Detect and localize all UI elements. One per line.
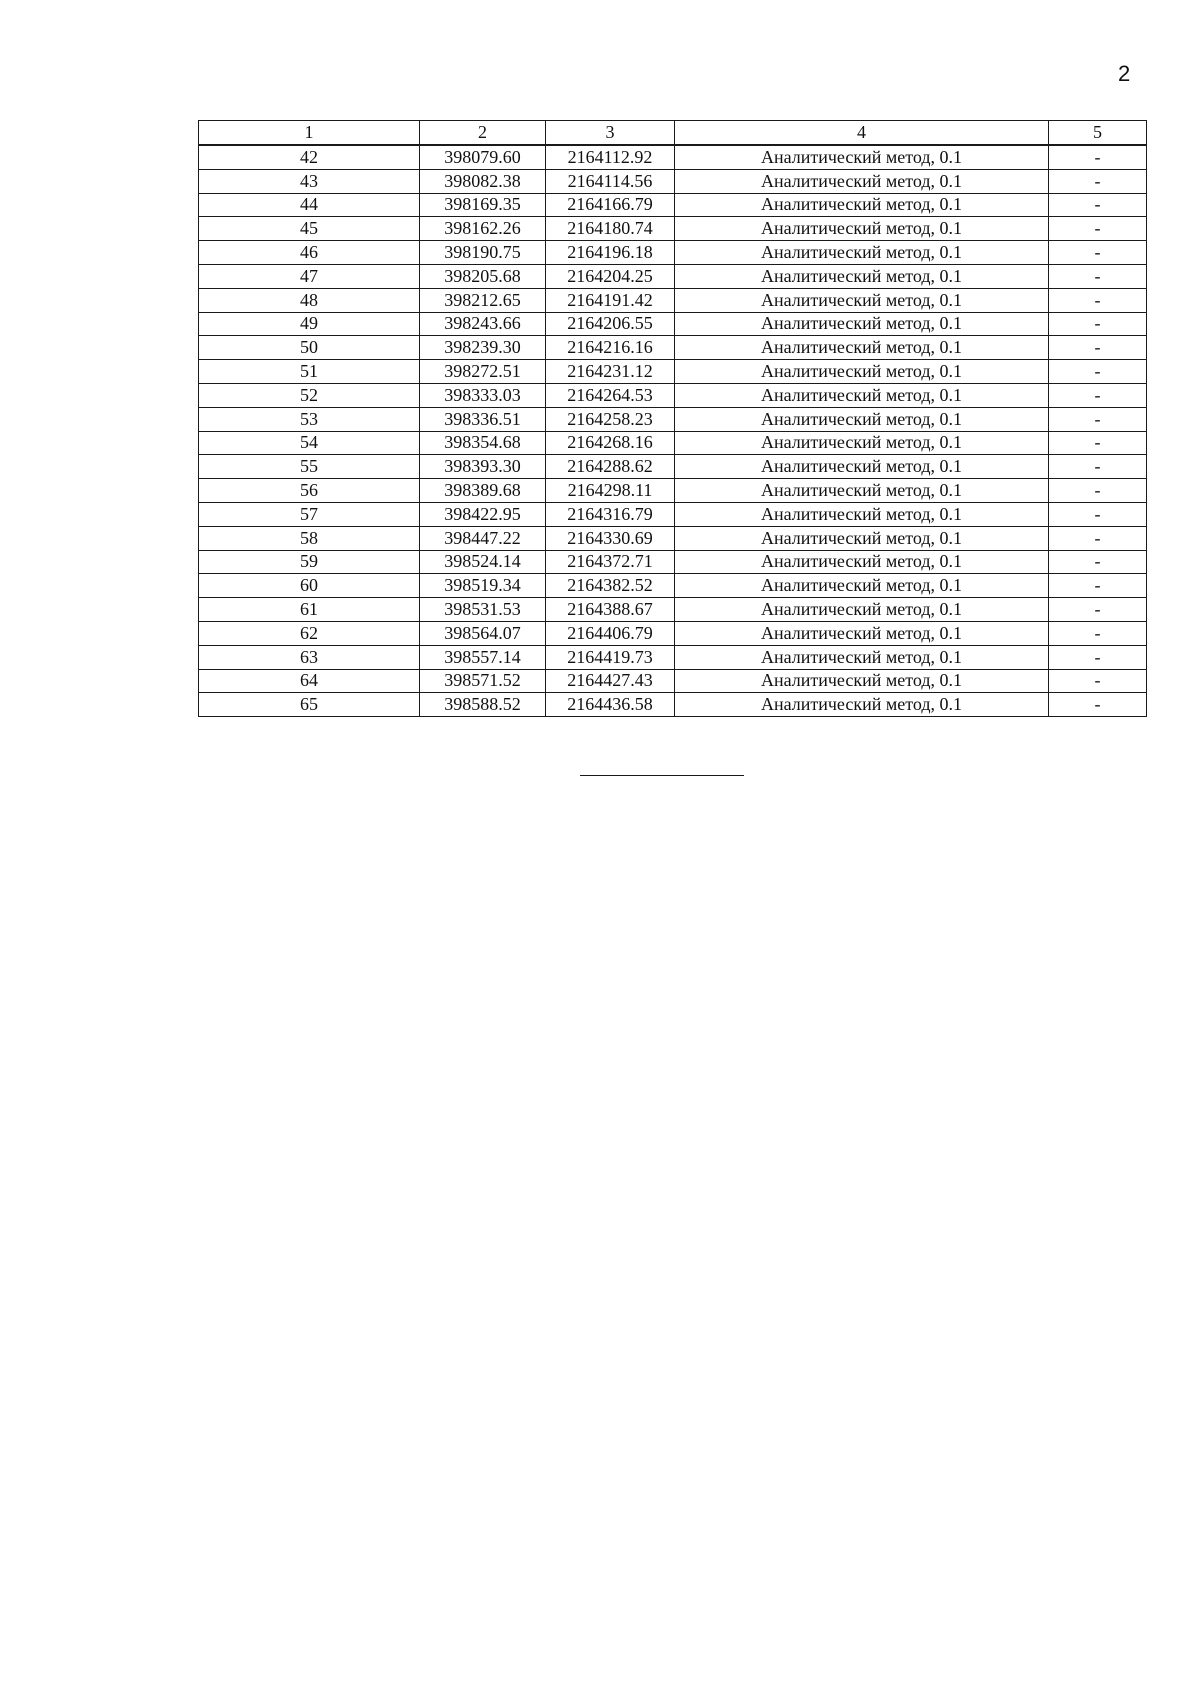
y-coordinate-cell: 2164231.12 <box>546 360 675 384</box>
y-coordinate-cell: 2164406.79 <box>546 621 675 645</box>
note-cell: - <box>1049 407 1147 431</box>
note-cell: - <box>1049 598 1147 622</box>
method-cell: Аналитический метод, 0.1 <box>675 479 1049 503</box>
y-coordinate-cell: 2164204.25 <box>546 264 675 288</box>
point-number-cell: 64 <box>199 669 420 693</box>
method-cell: Аналитический метод, 0.1 <box>675 574 1049 598</box>
method-cell: Аналитический метод, 0.1 <box>675 550 1049 574</box>
x-coordinate-cell: 398336.51 <box>420 407 546 431</box>
method-cell: Аналитический метод, 0.1 <box>675 526 1049 550</box>
point-number-cell: 53 <box>199 407 420 431</box>
y-coordinate-cell: 2164330.69 <box>546 526 675 550</box>
table-row <box>199 407 1147 431</box>
note-cell: - <box>1049 431 1147 455</box>
x-coordinate-cell: 398524.14 <box>420 550 546 574</box>
y-coordinate-cell: 2164166.79 <box>546 193 675 217</box>
table-row <box>199 431 1147 455</box>
x-coordinate-cell: 398272.51 <box>420 360 546 384</box>
x-coordinate-cell: 398239.30 <box>420 336 546 360</box>
note-cell: - <box>1049 645 1147 669</box>
x-coordinate-cell: 398588.52 <box>420 693 546 717</box>
table-row <box>199 693 1147 717</box>
note-cell: - <box>1049 693 1147 717</box>
x-coordinate-cell: 398354.68 <box>420 431 546 455</box>
table-row <box>199 264 1147 288</box>
x-coordinate-cell: 398531.53 <box>420 598 546 622</box>
y-coordinate-cell: 2164180.74 <box>546 217 675 241</box>
table-row <box>199 336 1147 360</box>
column-header-2: 2 <box>420 121 546 146</box>
y-coordinate-cell: 2164112.92 <box>546 145 675 169</box>
method-cell: Аналитический метод, 0.1 <box>675 169 1049 193</box>
point-number-cell: 62 <box>199 621 420 645</box>
column-header-1: 1 <box>199 121 420 146</box>
method-cell: Аналитический метод, 0.1 <box>675 669 1049 693</box>
table-row <box>199 550 1147 574</box>
y-coordinate-cell: 2164298.11 <box>546 479 675 503</box>
column-header-4: 4 <box>675 121 1049 146</box>
table-row <box>199 669 1147 693</box>
note-cell: - <box>1049 169 1147 193</box>
x-coordinate-cell: 398190.75 <box>420 241 546 265</box>
point-number-cell: 57 <box>199 502 420 526</box>
y-coordinate-cell: 2164206.55 <box>546 312 675 336</box>
x-coordinate-cell: 398393.30 <box>420 455 546 479</box>
note-cell: - <box>1049 288 1147 312</box>
table-row <box>199 455 1147 479</box>
note-cell: - <box>1049 455 1147 479</box>
point-number-cell: 50 <box>199 336 420 360</box>
point-number-cell: 44 <box>199 193 420 217</box>
method-cell: Аналитический метод, 0.1 <box>675 360 1049 384</box>
note-cell: - <box>1049 621 1147 645</box>
point-number-cell: 54 <box>199 431 420 455</box>
y-coordinate-cell: 2164288.62 <box>546 455 675 479</box>
note-cell: - <box>1049 217 1147 241</box>
y-coordinate-cell: 2164419.73 <box>546 645 675 669</box>
point-number-cell: 55 <box>199 455 420 479</box>
table-row <box>199 502 1147 526</box>
x-coordinate-cell: 398519.34 <box>420 574 546 598</box>
note-cell: - <box>1049 360 1147 384</box>
x-coordinate-cell: 398557.14 <box>420 645 546 669</box>
x-coordinate-cell: 398169.35 <box>420 193 546 217</box>
column-header-5: 5 <box>1049 121 1147 146</box>
x-coordinate-cell: 398389.68 <box>420 479 546 503</box>
table-header <box>199 121 1147 146</box>
x-coordinate-cell: 398079.60 <box>420 145 546 169</box>
table-row <box>199 193 1147 217</box>
table-row <box>199 217 1147 241</box>
method-cell: Аналитический метод, 0.1 <box>675 217 1049 241</box>
y-coordinate-cell: 2164216.16 <box>546 336 675 360</box>
table-row <box>199 598 1147 622</box>
y-coordinate-cell: 2164316.79 <box>546 502 675 526</box>
method-cell: Аналитический метод, 0.1 <box>675 264 1049 288</box>
y-coordinate-cell: 2164114.56 <box>546 169 675 193</box>
point-number-cell: 43 <box>199 169 420 193</box>
note-cell: - <box>1049 145 1147 169</box>
y-coordinate-cell: 2164388.67 <box>546 598 675 622</box>
point-number-cell: 47 <box>199 264 420 288</box>
header-row <box>199 121 1147 146</box>
x-coordinate-cell: 398212.65 <box>420 288 546 312</box>
method-cell: Аналитический метод, 0.1 <box>675 407 1049 431</box>
y-coordinate-cell: 2164268.16 <box>546 431 675 455</box>
method-cell: Аналитический метод, 0.1 <box>675 336 1049 360</box>
note-cell: - <box>1049 669 1147 693</box>
point-number-cell: 52 <box>199 383 420 407</box>
table-row <box>199 645 1147 669</box>
point-number-cell: 59 <box>199 550 420 574</box>
table-row <box>199 621 1147 645</box>
point-number-cell: 48 <box>199 288 420 312</box>
page-number: 2 <box>1118 61 1131 86</box>
x-coordinate-cell: 398162.26 <box>420 217 546 241</box>
method-cell: Аналитический метод, 0.1 <box>675 693 1049 717</box>
note-cell: - <box>1049 264 1147 288</box>
method-cell: Аналитический метод, 0.1 <box>675 621 1049 645</box>
method-cell: Аналитический метод, 0.1 <box>675 383 1049 407</box>
point-number-cell: 45 <box>199 217 420 241</box>
method-cell: Аналитический метод, 0.1 <box>675 193 1049 217</box>
x-coordinate-cell: 398447.22 <box>420 526 546 550</box>
method-cell: Аналитический метод, 0.1 <box>675 288 1049 312</box>
point-number-cell: 49 <box>199 312 420 336</box>
table-row <box>199 574 1147 598</box>
note-cell: - <box>1049 312 1147 336</box>
table-row <box>199 312 1147 336</box>
table-row <box>199 241 1147 265</box>
y-coordinate-cell: 2164264.53 <box>546 383 675 407</box>
point-number-cell: 56 <box>199 479 420 503</box>
point-number-cell: 58 <box>199 526 420 550</box>
y-coordinate-cell: 2164427.43 <box>546 669 675 693</box>
coordinates-table <box>198 120 1147 717</box>
table-row <box>199 526 1147 550</box>
table-row <box>199 383 1147 407</box>
x-coordinate-cell: 398205.68 <box>420 264 546 288</box>
note-cell: - <box>1049 479 1147 503</box>
point-number-cell: 42 <box>199 145 420 169</box>
x-coordinate-cell: 398422.95 <box>420 502 546 526</box>
point-number-cell: 63 <box>199 645 420 669</box>
y-coordinate-cell: 2164191.42 <box>546 288 675 312</box>
method-cell: Аналитический метод, 0.1 <box>675 431 1049 455</box>
note-cell: - <box>1049 574 1147 598</box>
y-coordinate-cell: 2164196.18 <box>546 241 675 265</box>
method-cell: Аналитический метод, 0.1 <box>675 312 1049 336</box>
y-coordinate-cell: 2164258.23 <box>546 407 675 431</box>
x-coordinate-cell: 398243.66 <box>420 312 546 336</box>
y-coordinate-cell: 2164382.52 <box>546 574 675 598</box>
method-cell: Аналитический метод, 0.1 <box>675 645 1049 669</box>
footer-rule <box>580 775 744 776</box>
y-coordinate-cell: 2164372.71 <box>546 550 675 574</box>
note-cell: - <box>1049 502 1147 526</box>
x-coordinate-cell: 398333.03 <box>420 383 546 407</box>
note-cell: - <box>1049 550 1147 574</box>
x-coordinate-cell: 398564.07 <box>420 621 546 645</box>
table-body <box>199 145 1147 717</box>
table-row <box>199 360 1147 384</box>
note-cell: - <box>1049 241 1147 265</box>
method-cell: Аналитический метод, 0.1 <box>675 145 1049 169</box>
table-row <box>199 145 1147 169</box>
note-cell: - <box>1049 383 1147 407</box>
table-row <box>199 288 1147 312</box>
x-coordinate-cell: 398082.38 <box>420 169 546 193</box>
table-row <box>199 479 1147 503</box>
point-number-cell: 46 <box>199 241 420 265</box>
point-number-cell: 51 <box>199 360 420 384</box>
method-cell: Аналитический метод, 0.1 <box>675 502 1049 526</box>
note-cell: - <box>1049 336 1147 360</box>
point-number-cell: 60 <box>199 574 420 598</box>
column-header-3: 3 <box>546 121 675 146</box>
method-cell: Аналитический метод, 0.1 <box>675 598 1049 622</box>
note-cell: - <box>1049 526 1147 550</box>
note-cell: - <box>1049 193 1147 217</box>
method-cell: Аналитический метод, 0.1 <box>675 455 1049 479</box>
y-coordinate-cell: 2164436.58 <box>546 693 675 717</box>
point-number-cell: 65 <box>199 693 420 717</box>
point-number-cell: 61 <box>199 598 420 622</box>
x-coordinate-cell: 398571.52 <box>420 669 546 693</box>
table-row <box>199 169 1147 193</box>
method-cell: Аналитический метод, 0.1 <box>675 241 1049 265</box>
